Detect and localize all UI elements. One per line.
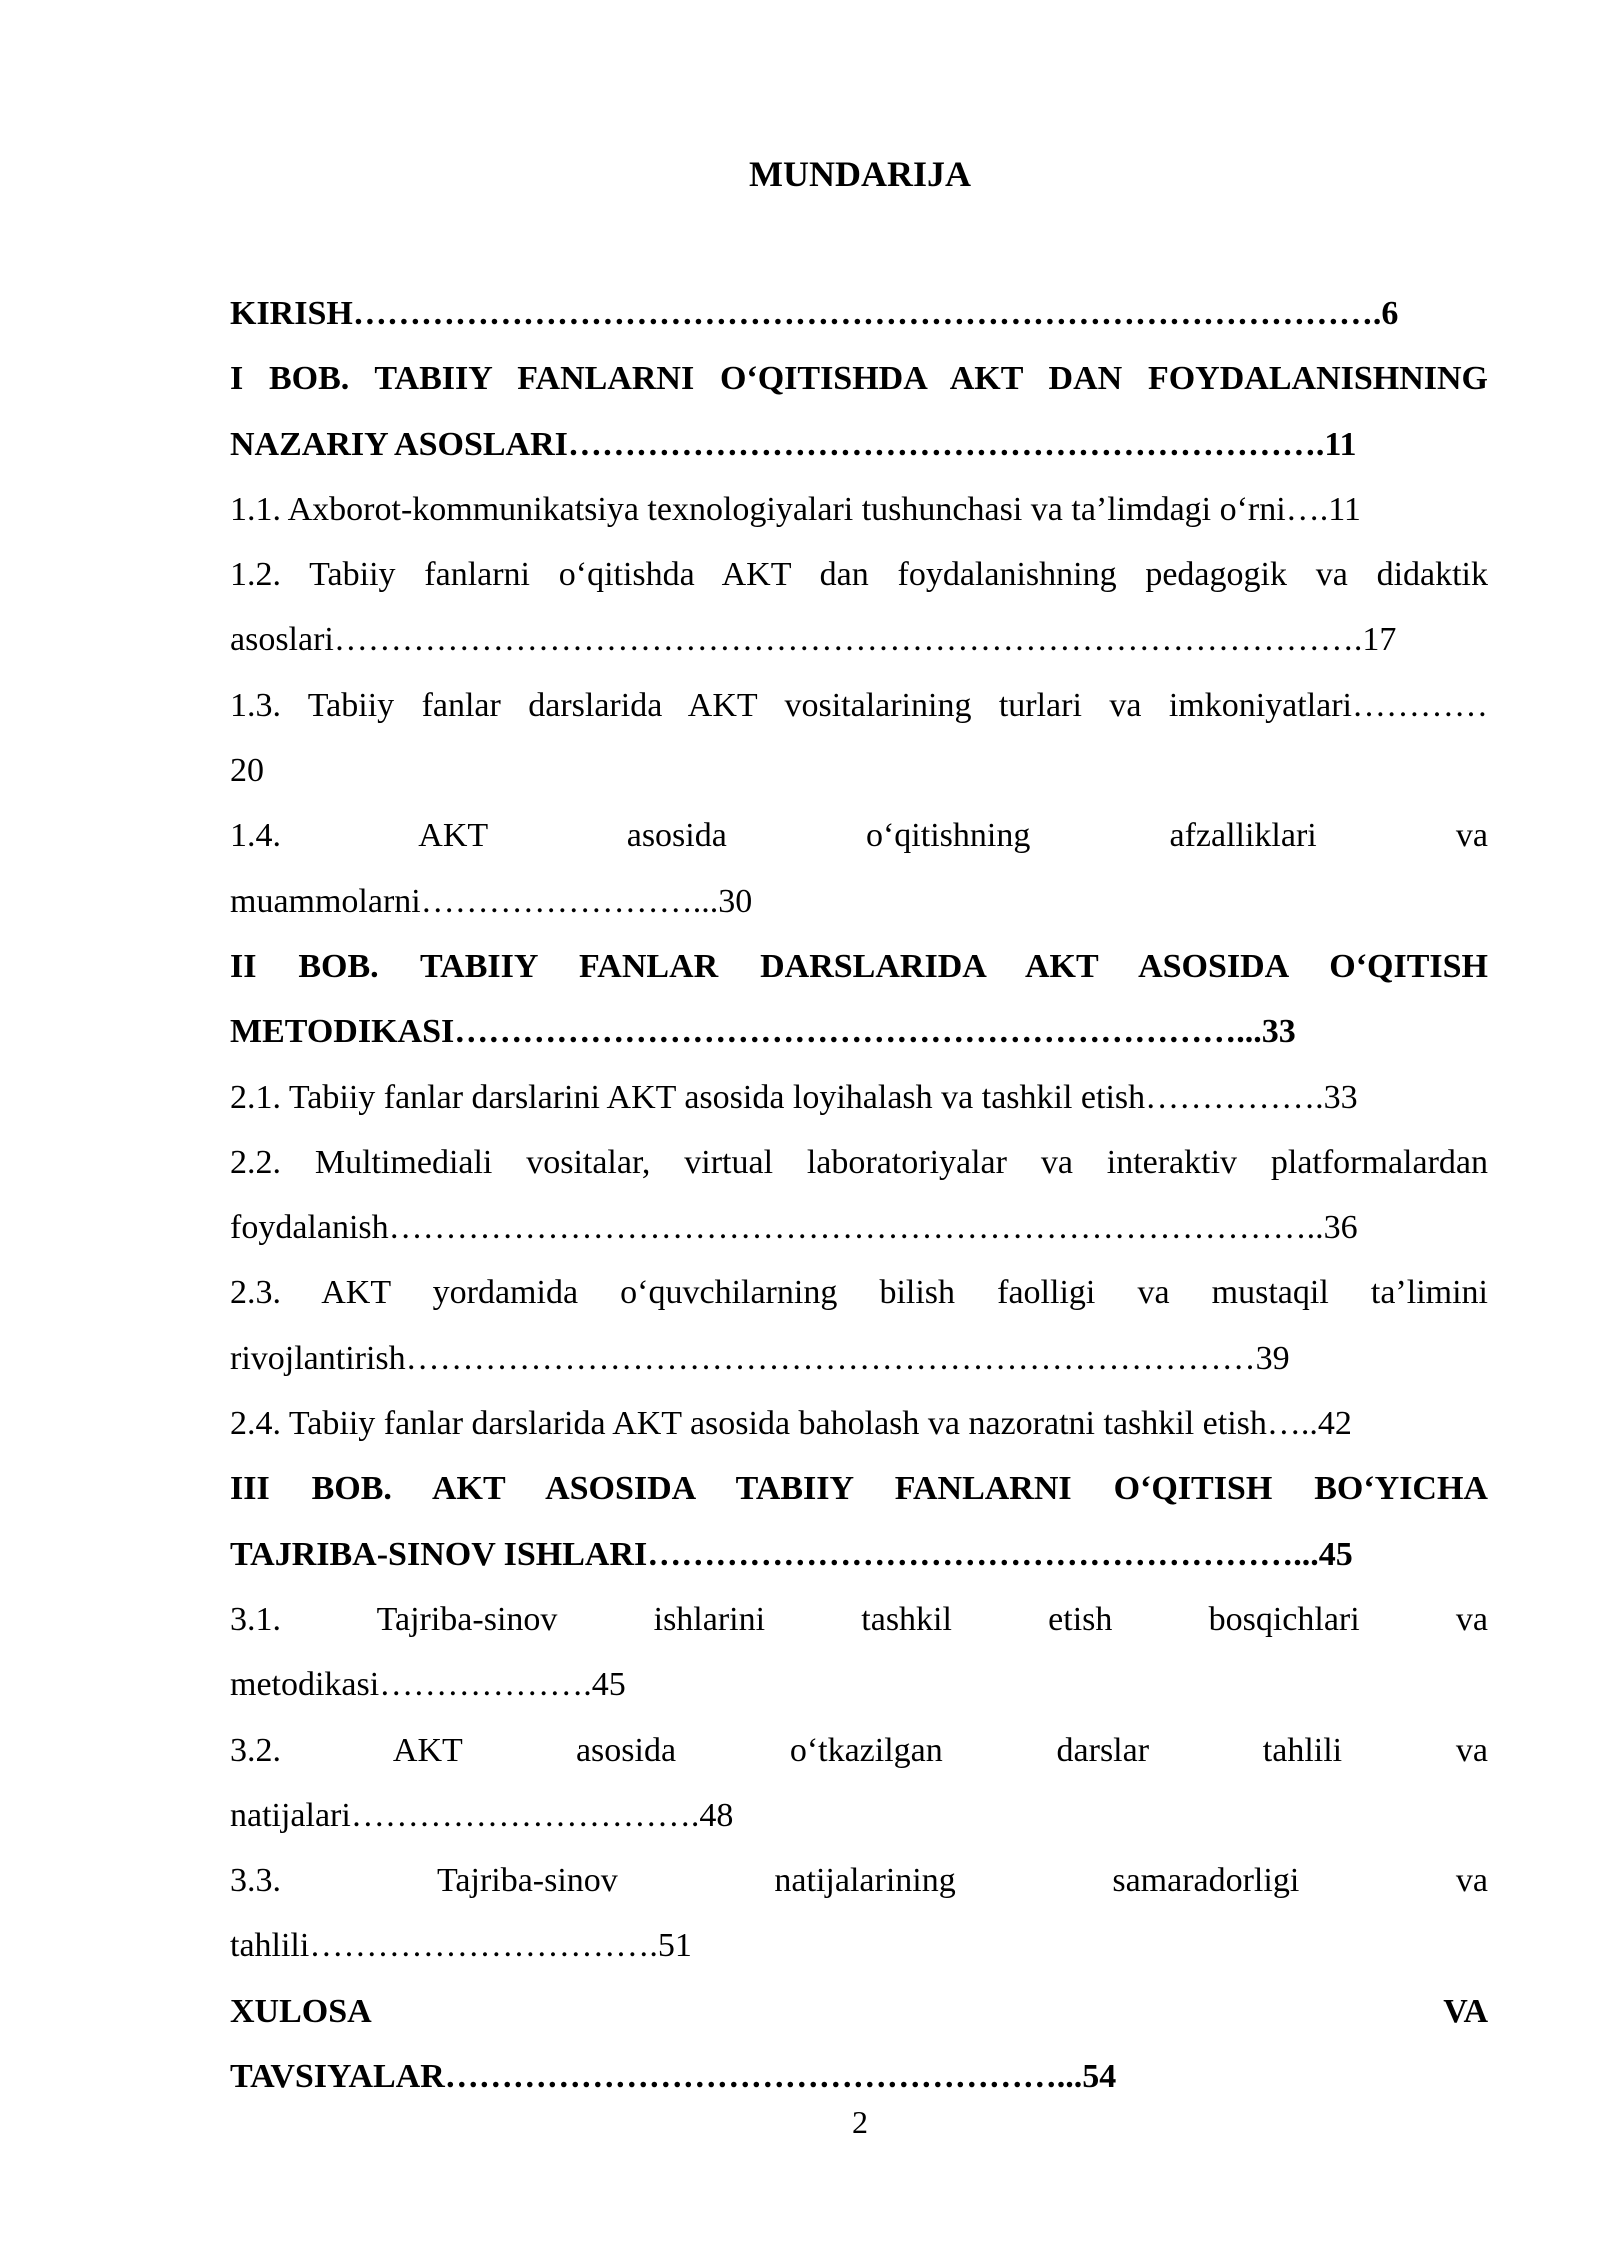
toc-line: TAJRIBA-SINOV ISHLARI…………………………………………………...45 <box>230 1535 1353 1573</box>
toc-line: muammolarni……………………...30 <box>230 882 753 920</box>
toc-line: 3.3. Tajriba-sinov natijalarining samaradorligi va <box>230 1862 1488 1900</box>
toc-line: tahlili………………………….51 <box>230 1927 692 1965</box>
page-number: 2 <box>852 2104 868 2140</box>
table-of-contents <box>230 281 1488 2109</box>
toc-line: 1.2. Tabiiy fanlarni o‘qitishda AKT dan foydalanishning pedagogik va didaktik <box>230 556 1488 594</box>
toc-line: 1.4. AKT asosida o‘qitishning afzalliklari va <box>230 817 1488 855</box>
toc-line: 2.2. Multimediali vositalar, virtual laboratoriyalar va interaktiv platformalardan <box>230 1143 1488 1181</box>
toc-line: natijalari………………………….48 <box>230 1796 734 1834</box>
toc-line: KIRISH……………………………………………………………………………….6 <box>230 295 1399 332</box>
toc-line: I BOB. TABIIY FANLARNI O‘QITISHDA AKT DAN FOYDALANISHNING <box>230 360 1488 398</box>
toc-line: 20 <box>230 752 264 790</box>
toc-line: TAVSIYALAR………………………………………………...54 <box>230 2058 1117 2096</box>
toc-line: rivojlantirish…………………………………………………………………39 <box>230 1339 1290 1377</box>
toc-line: XULOSA VA <box>230 1992 1488 2030</box>
toc-line: metodikasi……………….45 <box>230 1666 626 1704</box>
toc-line: 1.1. Axborot-kommunikatsiya texnologiyalari tushunchasi va ta’limdagi o‘rni….11 <box>230 490 1361 528</box>
toc-line: 3.1. Tajriba-sinov ishlarini tashkil etish bosqichlari va <box>230 1600 1488 1638</box>
toc-line: NAZARIY ASOSLARI………………………………………………………….11 <box>230 425 1357 463</box>
page-title: MUNDARIJA <box>749 154 971 194</box>
toc-line: 2.1. Tabiiy fanlar darslarini AKT asosida loyihalash va tashkil etish…………….33 <box>230 1078 1358 1116</box>
toc-line: II BOB. TABIIY FANLAR DARSLARIDA AKT ASOSIDA O‘QITISH <box>230 947 1488 985</box>
toc-line: 2.4. Tabiiy fanlar darslarida AKT asosida baholash va nazoratni tashkil etish…..42 <box>230 1405 1352 1443</box>
toc-line: asoslari……………………………………………………………………………….17 <box>230 621 1397 659</box>
toc-line: 2.3. AKT yordamida o‘quvchilarning bilish faolligi va mustaqil ta’limini <box>230 1274 1488 1312</box>
toc-line: foydalanish………………………………………………………………………..36 <box>230 1209 1358 1247</box>
toc-line: METODIKASI……………………………………………………………...33 <box>230 1013 1296 1051</box>
toc-line: III BOB. AKT ASOSIDA TABIIY FANLARNI O‘QITISH BO‘YICHA <box>230 1470 1488 1508</box>
toc-line: 1.3. Tabiiy fanlar darslarida AKT vositalarining turlari va imkoniyatlari………… <box>230 686 1488 724</box>
toc-line: 3.2. AKT asosida o‘tkazilgan darslar tahlili va <box>230 1731 1488 1769</box>
